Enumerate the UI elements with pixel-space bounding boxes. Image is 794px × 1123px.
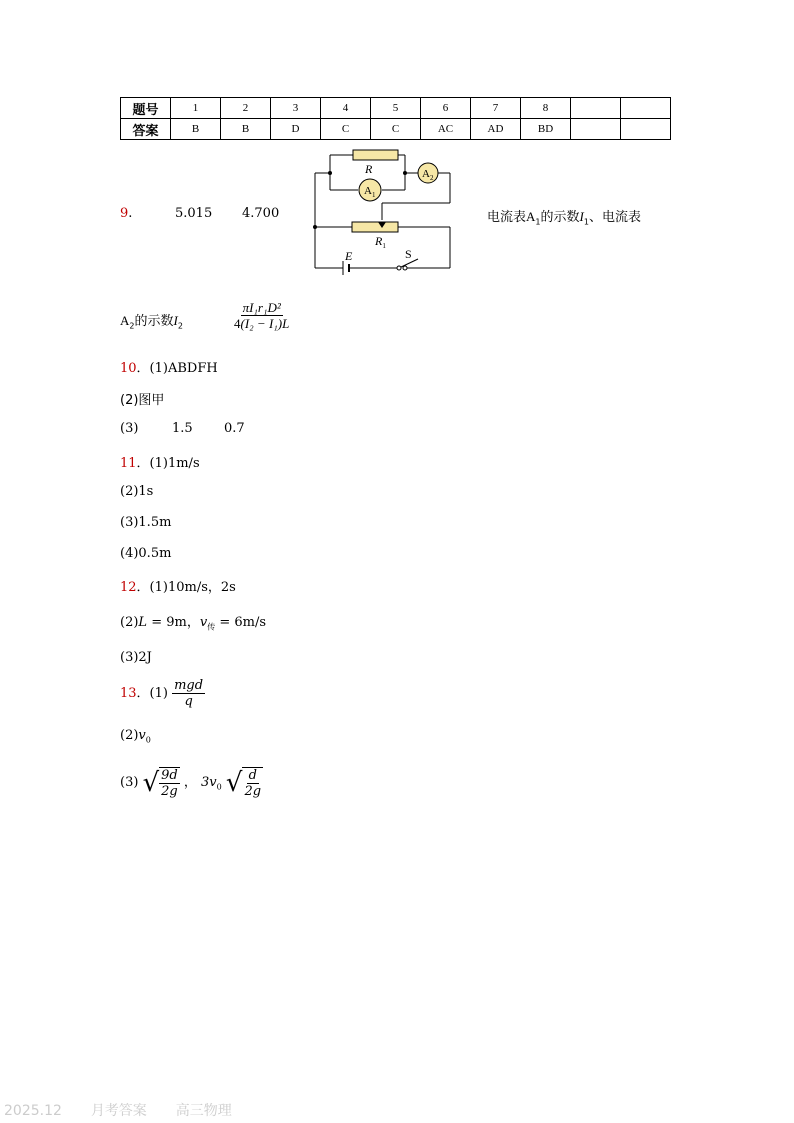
table-cell: 3 xyxy=(271,98,321,119)
q13-part1: 13．(1) $\frac{\text{mgd}}{q}$ xyxy=(120,678,204,709)
table-cell: C xyxy=(321,119,371,140)
q11-part1: 11．(1)1m/s xyxy=(120,456,200,471)
table-cell: 7 xyxy=(471,98,521,119)
table-cell: 1 xyxy=(171,98,221,119)
q13-part2: $(2)v_0$ xyxy=(120,728,151,745)
q10-part3-label: (3) xyxy=(120,421,139,436)
q9-label: 9. xyxy=(120,206,133,221)
label-a2: A xyxy=(422,168,430,180)
q10-part2: (2)图甲 xyxy=(120,393,165,408)
q10-part3-v2: 0.7 xyxy=(224,421,245,436)
table-cell: 6 xyxy=(421,98,471,119)
table-cell: AC xyxy=(421,119,471,140)
table-cell xyxy=(571,119,621,140)
q10-part1: 10．(1)ABDFH xyxy=(120,361,218,376)
table-cell xyxy=(621,98,671,119)
table-cell: B xyxy=(221,119,271,140)
row-label-answer: 答案 xyxy=(121,119,171,140)
q11-part3: (3)1.5m xyxy=(120,515,172,530)
sqrt-2: √ $\frac{d}{2g}$ xyxy=(225,767,262,799)
rheostat-r1 xyxy=(352,222,398,232)
footer-date: 2025.12 xyxy=(4,1103,62,1119)
label-s: S xyxy=(405,247,412,261)
footer-title: 月考答案 xyxy=(90,1103,147,1119)
table-cell xyxy=(571,98,621,119)
q11-part2: (2)1s xyxy=(120,484,154,499)
svg-text:R1: $R_1$ xyxy=(375,234,386,250)
table-row-answers xyxy=(121,119,671,140)
q12-part1: 12．(1)10m/s，2s xyxy=(120,580,236,595)
table-cell: AD xyxy=(471,119,521,140)
svg-text:S xyxy=(405,247,412,261)
footer xyxy=(4,1100,232,1120)
q13-part3: (3) √ $\frac{9d}{2g}$ ， $3v_0$ √ $\frac{d}{2g}$ xyxy=(120,767,262,799)
footer-subject: 高三物理 xyxy=(175,1103,232,1119)
q9-value-1: 5.015 xyxy=(175,206,213,221)
q12-part2: (2)L = 9m，$v_传 = 6m/s$ xyxy=(120,615,266,632)
table-cell: C xyxy=(371,119,421,140)
label-a1: A xyxy=(364,185,372,197)
q9-value-2: 4.700 xyxy=(242,206,280,221)
q11-part4: (4)0.5m xyxy=(120,546,172,561)
table-cell: B xyxy=(171,119,221,140)
table-row-numbers xyxy=(121,98,671,119)
q9-text-line2: $A_2$的示数$I_2$ xyxy=(120,313,183,331)
svg-text:E xyxy=(344,249,353,263)
q12-part3: (3)2J xyxy=(120,650,152,665)
table-cell xyxy=(621,119,671,140)
table-cell: 5 xyxy=(371,98,421,119)
q10-part3-v1: 1.5 xyxy=(172,421,193,436)
table-cell: 4 xyxy=(321,98,371,119)
sqrt-1: √ $\frac{9d}{2g}$ xyxy=(142,767,178,799)
question-number: 9 xyxy=(120,206,129,221)
svg-text:A1: $A_1$ xyxy=(364,185,376,199)
answer-table xyxy=(120,97,671,140)
circuit-diagram xyxy=(305,148,460,276)
table-cell: D xyxy=(271,119,321,140)
svg-text:A2: $A_2$ xyxy=(422,168,434,182)
row-label-number: 题号 xyxy=(121,98,171,119)
label-r: R xyxy=(365,162,373,176)
resistor-r xyxy=(353,150,398,160)
q9-formula: $\frac{\text{πI₁r₁D²}}{\text{4(I₂ − I₁)L}}$ xyxy=(234,300,290,331)
table-cell: 2 xyxy=(221,98,271,119)
label-e: E xyxy=(345,249,353,263)
svg-text:R xyxy=(364,162,373,176)
q9-text-line1: 电流表$A_1$的示数$I_1$、电流表 xyxy=(487,209,641,227)
label-r1: R xyxy=(375,234,383,248)
table-cell: 8 xyxy=(521,98,571,119)
table-cell: BD xyxy=(521,119,571,140)
